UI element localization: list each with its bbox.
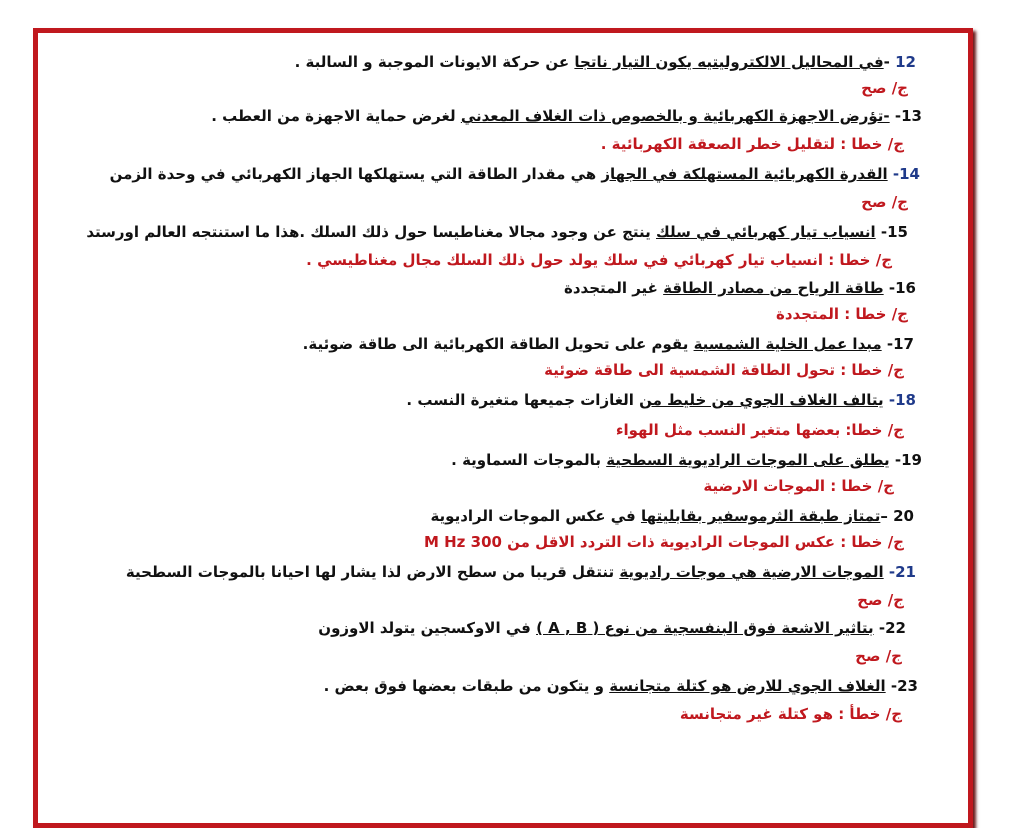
question-line [40, 450, 922, 470]
question-number: 13- [894, 107, 922, 125]
question-line [40, 562, 916, 582]
answer-line: ج/ خطا : انسياب تيار كهربائي في سلك يولد حول ذلك السلك مجال مغناطيسي . [306, 251, 892, 269]
question-text: بالموجات السماوية . [451, 451, 607, 469]
question-text: ينتج عن وجود مجالا مغناطيسا حول ذلك السلك .هذا ما استنتجه العالم اورستد [86, 223, 656, 241]
question-text: في عكس الموجات الراديوية [430, 507, 641, 525]
question-number: 12 [895, 53, 916, 71]
underlined-text: يتالف الغلاف الجوي من خليط من [639, 391, 884, 409]
question-text: في الاوكسجين يتولد الاوزون [318, 619, 537, 637]
underlined-text: في المحاليل الالكتروليتيه يكون التيار ناتجا [574, 53, 884, 71]
answer-line: ج/ صح [855, 647, 902, 665]
answer-line: ج/ خطا : الموجات الارضية [703, 477, 894, 495]
underlined-text: الغلاف الجوي للارض هو كتلة متجانسة [609, 677, 886, 695]
question-number: 19- [894, 451, 922, 469]
answer-line: ج/ خطا : المتجددة [776, 305, 908, 323]
underlined-text: يطلق على الموجات الراديوية السطحية [606, 451, 890, 469]
question-text: يقوم على تحويل الطاقة الكهربائية الى طاقة ضوئية. [302, 335, 694, 353]
answer-line: ج/ خطا : عكس الموجات الراديوية ذات التردد الاقل من 300 M Hz [423, 533, 904, 551]
question-line [40, 618, 906, 638]
question-text: - [883, 53, 890, 71]
question-line [40, 52, 916, 72]
question-number: 16- [888, 279, 916, 297]
underlined-text: طاقة الرياح من مصادر الطاقة [663, 279, 884, 297]
underlined-text: تمتاز طبقة الثرموسفير بقابليتها [640, 507, 881, 525]
underlined-text: مبدا عمل الخلية الشمسية [693, 335, 882, 353]
question-sheet [40, 40, 964, 782]
question-line [40, 222, 908, 242]
underlined-text: القدرة الكهربائية المستهلكة في الجهاز [601, 165, 888, 183]
question-number: 21- [888, 563, 916, 581]
underlined-text: بتاثير الاشعة فوق البنفسجية من نوع ( A , B ) [536, 619, 874, 637]
question-text: الغازات جميعها متغيرة النسب . [406, 391, 640, 409]
question-number: 14- [892, 165, 920, 183]
question-text: – [880, 507, 888, 525]
answer-line: ج/ صح [861, 79, 908, 97]
question-text: عن حركة الايونات الموجبة و السالبة . [294, 53, 575, 71]
underlined-text: انسياب تيار كهربائي في سلك [656, 223, 876, 241]
answer-line: ج/ خطا : لتقليل خطر الصعقة الكهربائية . [600, 135, 904, 153]
question-text: و يتكون من طبقات بعضها فوق بعض . [323, 677, 610, 695]
question-line [40, 676, 918, 696]
question-line [40, 164, 920, 184]
question-number: 20 [893, 507, 914, 525]
answer-line: ج/ خطأ : هو كتلة غير متجانسة [679, 705, 902, 723]
underlined-text: -تؤرض الاجهزة الكهربائية و بالخصوص ذات الغلاف المعدني [460, 107, 890, 125]
question-text: تنتقل قريبا من سطح الارض لذا يشار لها احيانا بالموجات السطحية [125, 563, 620, 581]
answer-line: ج/ خطا: بعضها متغير النسب مثل الهواء [615, 421, 904, 439]
question-line [40, 334, 914, 354]
question-line [40, 278, 916, 298]
question-text: لغرض حماية الاجهزة من العطب . [211, 107, 461, 125]
underlined-text: الموجات الارضية هي موجات راديوية [619, 563, 884, 581]
answer-line: ج/ خطا : تحول الطاقة الشمسية الى طاقة ضوئية [544, 361, 904, 379]
question-number: 15- [880, 223, 908, 241]
question-line [40, 106, 922, 126]
question-number: 18- [888, 391, 916, 409]
question-number: 22- [878, 619, 906, 637]
question-text: هي مقدار الطاقة التي يستهلكها الجهاز الكهربائي في وحدة الزمن [109, 165, 602, 183]
answer-line: ج/ صح [857, 591, 904, 609]
question-number: 23- [890, 677, 918, 695]
question-number: 17- [886, 335, 914, 353]
question-line [40, 506, 914, 526]
question-line [40, 390, 916, 410]
answer-line: ج/ صح [861, 193, 908, 211]
question-text: غير المتجددة [564, 279, 664, 297]
